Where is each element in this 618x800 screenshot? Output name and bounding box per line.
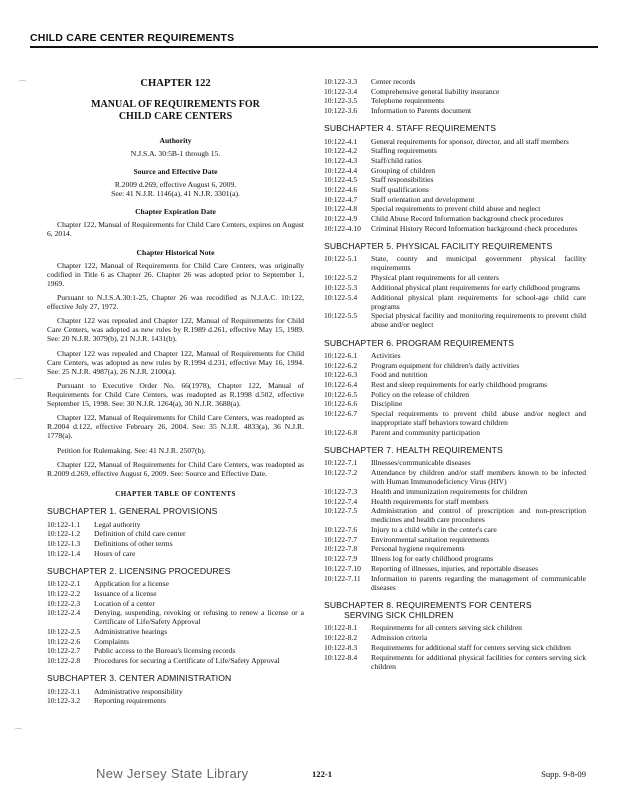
subchapter-title: SUBCHAPTER 5. PHYSICAL FACILITY REQUIREMENTS bbox=[324, 240, 553, 251]
section-title: Staff/child ratios bbox=[371, 155, 422, 165]
section-title: Requirements for all centers serving sick children bbox=[371, 623, 522, 633]
section-title: Administrative responsibility bbox=[94, 686, 183, 696]
toc-heading: CHAPTER TABLE OF CONTENTS bbox=[115, 489, 236, 498]
section-title: Health and immunization requirements for children bbox=[371, 486, 528, 496]
history-paragraph: Chapter 122, Manual of Requirements for Child Care Centers, was readopted as R.2009 d.269, effective August 6, 2009. See: Source and Effective Date. bbox=[47, 459, 304, 478]
section-title: Legal authority bbox=[94, 519, 141, 529]
history-paragraph: Chapter 122, Manual of Requirements for Child Care Centers, was readopted as R.2004 d.122, effective February 26, 2004. See: 35 N.J.R. 4833(a), 36 N.J.R. 1778(a). bbox=[47, 413, 304, 441]
toc-entry bbox=[324, 643, 586, 652]
section-title: State, county and municipal government physical facility requirements bbox=[371, 254, 586, 273]
section-number: 10:122-4.10 bbox=[324, 223, 361, 233]
toc-subchapter bbox=[47, 506, 304, 558]
section-title: Procedures for securing a Certificate of Life/Safety Approval bbox=[94, 656, 280, 666]
section-title: Policy on the release of children bbox=[371, 389, 470, 399]
section-title: Requirements for additional staff for centers serving sick children bbox=[371, 642, 571, 652]
toc-entry bbox=[324, 487, 586, 496]
toc-entry bbox=[324, 156, 586, 165]
section-title: Personal hygiene requirements bbox=[371, 544, 465, 554]
toc-entry bbox=[324, 428, 586, 437]
section-number: 10:122-6.1 bbox=[324, 350, 358, 360]
history-paragraph: Pursuant to Executive Order No. 66(1978), Chapter 122, Manual of Requirements for Child Care Centers, was readopted as R.1998 d.502, effective September 15, 1998. See: 30 N.J.R. 1264(a), 30 N.J.R. 3688(a). bbox=[47, 380, 304, 409]
toc-entry bbox=[324, 96, 586, 105]
toc-entry bbox=[324, 409, 586, 427]
section-number: 10:122-4.4 bbox=[324, 165, 358, 175]
section-number: 10:122-5.1 bbox=[324, 254, 358, 264]
section-title: Telephone requirements bbox=[371, 96, 445, 106]
source-heading: Source and Effective Date bbox=[133, 166, 218, 176]
section-number: 10:122-6.2 bbox=[324, 360, 358, 370]
section-number: 10:122-8.4 bbox=[324, 652, 358, 662]
section-number: 10:122-4.7 bbox=[324, 194, 358, 204]
history-paragraph: Chapter 122 was repealed and Chapter 122, Manual of Requirements for Child Care Centers, was adopted as new rules by R.1989 d.261, effective May 15, 1989. See: 20 N.J.R. 3079(b), 21 N.J.R. 1431(b). bbox=[47, 316, 304, 344]
section-title: Special requirements to prevent child abuse and neglect bbox=[371, 204, 541, 214]
section-number: 10:122-6.7 bbox=[324, 409, 358, 419]
toc-entry bbox=[324, 214, 586, 223]
section-number: 10:122-8.2 bbox=[324, 633, 358, 643]
toc-entry bbox=[324, 185, 586, 194]
toc-entry bbox=[47, 687, 304, 696]
chapter-title-line: CHILD CARE CENTERS bbox=[118, 111, 233, 123]
section-number: 10:122-2.8 bbox=[47, 656, 81, 666]
subchapter-title-line: SUBCHAPTER 8. REQUIREMENTS FOR CENTERS bbox=[324, 599, 532, 610]
header-rule bbox=[30, 46, 598, 48]
section-title: Hours of care bbox=[94, 548, 136, 558]
section-title: Physical plant requirements for all centers bbox=[371, 273, 499, 283]
section-title: Denying, suspending, revoking or refusing to renew a license or a Certificate of Life/Safety Approval bbox=[94, 608, 304, 627]
section-number: 10:122-7.3 bbox=[324, 486, 358, 496]
subchapter-title: SUBCHAPTER 2. LICENSING PROCEDURES bbox=[47, 565, 231, 576]
section-number: 10:122-7.11 bbox=[324, 573, 361, 583]
section-number: 10:122-2.6 bbox=[47, 636, 81, 646]
section-title: Food and nutrition bbox=[371, 370, 428, 380]
section-title: Child Abuse Record Information background check procedures bbox=[371, 214, 564, 224]
section-number: 10:122-4.6 bbox=[324, 185, 358, 195]
section-number: 10:122-1.4 bbox=[47, 548, 81, 558]
section-title: Location of a center bbox=[94, 598, 155, 608]
margin-mark: ⌒ bbox=[18, 80, 28, 90]
section-number: 10:122-4.1 bbox=[324, 136, 358, 146]
page-number: 122-1 bbox=[312, 769, 333, 779]
toc-entry bbox=[47, 608, 304, 626]
toc-entry bbox=[324, 224, 586, 233]
section-number: 10:122-3.2 bbox=[47, 696, 81, 706]
section-number: 10:122-4.2 bbox=[324, 146, 358, 156]
expiration-heading: Chapter Expiration Date bbox=[135, 207, 216, 217]
section-title: Parent and community participation bbox=[371, 427, 481, 437]
toc-entry bbox=[324, 254, 586, 272]
section-number: 10:122-2.1 bbox=[47, 579, 81, 589]
section-number: 10:122-5.4 bbox=[324, 292, 358, 302]
toc-entry bbox=[47, 627, 304, 636]
section-number: 10:122-7.8 bbox=[324, 544, 358, 554]
section-title: Staff qualifications bbox=[371, 185, 429, 195]
source-text: R.2009 d.269, effective August 6, 2009. bbox=[114, 180, 237, 190]
section-number: 10:122-4.3 bbox=[324, 155, 358, 165]
toc-entry bbox=[47, 646, 304, 655]
section-number: 10:122-5.5 bbox=[324, 311, 358, 321]
running-head: CHILD CARE CENTER REQUIREMENTS bbox=[30, 32, 235, 44]
section-number: 10:122-3.5 bbox=[324, 96, 358, 106]
toc-entry bbox=[47, 549, 304, 558]
section-title: Staff orientation and development bbox=[371, 194, 475, 204]
section-number: 10:122-4.5 bbox=[324, 175, 358, 185]
history-paragraph: Petition for Rulemaking. See: 41 N.J.R. 2507(b). bbox=[57, 445, 206, 455]
history-paragraph: Pursuant to N.J.S.A.30:1-25, Chapter 26 was recodified as N.J.A.C. 10:122, effective July 27, 1972. bbox=[47, 293, 304, 312]
section-number: 10:122-3.1 bbox=[47, 686, 81, 696]
expiration-text: Chapter 122, Manual of Requirements for Child Care Centers, expires on August 6, 2014. bbox=[47, 220, 304, 239]
toc-entry bbox=[324, 311, 586, 329]
section-number: 10:122-1.1 bbox=[47, 519, 81, 529]
section-number: 10:122-7.7 bbox=[324, 534, 358, 544]
toc-entry bbox=[324, 195, 586, 204]
toc-entry bbox=[324, 87, 586, 96]
authority-heading: Authority bbox=[159, 135, 192, 145]
section-number: 10:122-7.6 bbox=[324, 525, 358, 535]
section-title: Staffing requirements bbox=[371, 146, 437, 156]
toc-entry bbox=[324, 653, 586, 671]
section-title: Information to Parents document bbox=[371, 106, 472, 116]
section-number: 10:122-2.2 bbox=[47, 588, 81, 598]
toc-subchapter bbox=[324, 241, 586, 330]
section-number: 10:122-7.2 bbox=[324, 468, 358, 477]
section-title: Additional physical plant requirements for school-age child care programs bbox=[371, 292, 586, 311]
section-title: Reporting of illnesses, injuries, and reportable diseases bbox=[371, 563, 539, 573]
section-title: Illness log for early childhood programs bbox=[371, 554, 494, 564]
section-title: Activities bbox=[371, 350, 401, 360]
subchapter-title-line: SERVING SICK CHILDREN bbox=[344, 610, 454, 621]
section-number: 10:122-7.4 bbox=[324, 496, 358, 506]
section-title: Program equipment for children's daily activities bbox=[371, 360, 520, 370]
section-title: Comprehensive general liability insurance bbox=[371, 86, 500, 96]
toc-entry bbox=[47, 520, 304, 529]
source-text: See: 41 N.J.R. 1146(a), 41 N.J.R. 3301(a). bbox=[111, 189, 240, 199]
section-number: 10:122-2.3 bbox=[47, 598, 81, 608]
section-title: Definition of child care center bbox=[94, 529, 186, 539]
subchapter-title: SUBCHAPTER 4. STAFF REQUIREMENTS bbox=[324, 123, 497, 134]
section-number: 10:122-2.7 bbox=[47, 646, 81, 656]
section-title: Information to parents regarding the management of communicable diseases bbox=[371, 573, 586, 592]
margin-mark: ⌒ bbox=[14, 728, 24, 738]
section-number: 10:122-8.1 bbox=[324, 623, 358, 633]
section-number: 10:122-7.10 bbox=[324, 563, 361, 573]
chapter-title bbox=[47, 99, 304, 124]
section-number: 10:122-1.3 bbox=[47, 538, 81, 548]
toc-entry bbox=[324, 399, 586, 408]
section-title: Application for a license bbox=[94, 579, 169, 589]
toc-entry bbox=[324, 506, 586, 524]
section-title: Additional physical plant requirements for early childhood programs bbox=[371, 282, 580, 292]
section-title: Staff responsibilities bbox=[371, 175, 434, 185]
toc-subchapter bbox=[324, 338, 586, 437]
section-number: 10:122-7.1 bbox=[324, 458, 358, 468]
toc-entry bbox=[324, 468, 586, 486]
section-title: Center records bbox=[371, 77, 416, 86]
toc-entry bbox=[324, 554, 586, 563]
toc-entry bbox=[324, 146, 586, 155]
toc-entry bbox=[324, 137, 586, 146]
section-number: 10:122-2.5 bbox=[47, 627, 81, 637]
toc-entry bbox=[324, 106, 586, 115]
section-title: Complaints bbox=[94, 636, 130, 646]
toc-subchapter bbox=[47, 566, 304, 665]
section-title: Issuance of a license bbox=[94, 588, 157, 598]
toc-entry bbox=[47, 599, 304, 608]
toc-entry bbox=[47, 656, 304, 665]
section-number: 10:122-5.3 bbox=[324, 282, 358, 292]
section-title: Grouping of children bbox=[371, 165, 436, 175]
section-number: 10:122-2.4 bbox=[47, 608, 81, 618]
section-number: 10:122-6.3 bbox=[324, 370, 358, 380]
section-title: Public access to the Bureau's licensing records bbox=[94, 646, 236, 656]
toc-entry bbox=[324, 574, 586, 592]
section-title: Administration and control of prescription and non-prescription medicines and health care procedures bbox=[371, 506, 586, 525]
section-title: Health requirements for staff members bbox=[371, 496, 489, 506]
section-number: 10:122-4.9 bbox=[324, 214, 358, 224]
section-title: Rest and sleep requirements for early childhood programs bbox=[371, 379, 548, 389]
section-number: 10:122-3.4 bbox=[324, 86, 358, 96]
toc-entry bbox=[47, 529, 304, 538]
toc-entry bbox=[47, 579, 304, 588]
section-number: 10:122-8.3 bbox=[324, 642, 358, 652]
chapter-number: CHAPTER 122 bbox=[140, 78, 211, 89]
section-title: Requirements for additional physical facilities for centers serving sick children bbox=[371, 652, 586, 671]
section-title: Special physical facility and monitoring requirements to prevent child abuse and/or neglect bbox=[371, 311, 586, 330]
toc-entry bbox=[47, 696, 304, 705]
toc-entry bbox=[324, 293, 586, 311]
section-number: 10:122-7.5 bbox=[324, 506, 358, 516]
section-title: Definitions of other terms bbox=[94, 538, 173, 548]
section-title: Environmental sanitation requirements bbox=[371, 534, 490, 544]
toc-entry bbox=[324, 175, 586, 184]
section-title: Administrative hearings bbox=[94, 627, 168, 637]
section-title: Illnesses/communicable diseases bbox=[371, 458, 471, 468]
toc-entry bbox=[324, 544, 586, 553]
section-number: 10:122-6.5 bbox=[324, 389, 358, 399]
section-number: 10:122-6.4 bbox=[324, 379, 358, 389]
section-number: 10:122-7.9 bbox=[324, 554, 358, 564]
section-number: 10:122-6.8 bbox=[324, 427, 358, 437]
subchapter-title: SUBCHAPTER 1. GENERAL PROVISIONS bbox=[47, 506, 218, 517]
section-title: Admission criteria bbox=[371, 633, 428, 643]
toc-subchapter bbox=[324, 123, 586, 233]
history-heading: Chapter Historical Note bbox=[136, 247, 215, 257]
section-title: Special requirements to prevent child abuse and/or neglect and inappropriate staff behaviors toward children bbox=[371, 409, 586, 428]
library-watermark: New Jersey State Library bbox=[96, 766, 249, 781]
toc-entry bbox=[324, 535, 586, 544]
toc-entry bbox=[324, 497, 586, 506]
toc-entry bbox=[324, 380, 586, 389]
toc-entry bbox=[324, 166, 586, 175]
section-title: Reporting requirements bbox=[94, 696, 166, 706]
margin-mark: ⌒ bbox=[14, 378, 24, 388]
section-title: Attendance by children and/or staff members known to be infected with Human Immunodeficiency Virus (HIV) bbox=[371, 468, 586, 487]
section-title: Discipline bbox=[371, 399, 403, 409]
left-column bbox=[47, 78, 304, 706]
toc-entry bbox=[47, 589, 304, 598]
toc-entry bbox=[324, 633, 586, 642]
history-paragraph: Chapter 122 was repealed and Chapter 122, Manual of Requirements for Child Care Centers, was adopted as new rules by R.1994 d.231, effective May 16, 1994. See: 25 N.J.R. 4987(a), 26 N.J.R. 2100(a). bbox=[47, 348, 304, 376]
section-number: 10:122-3.3 bbox=[324, 77, 358, 86]
toc-entry bbox=[324, 390, 586, 399]
supplement-date: Supp. 9-8-09 bbox=[541, 769, 586, 779]
chapter-title-line: MANUAL OF REQUIREMENTS FOR bbox=[91, 98, 260, 110]
section-number: 10:122-3.6 bbox=[324, 106, 358, 116]
section-title: Injury to a child while in the center's care bbox=[371, 525, 497, 535]
toc-entry bbox=[324, 273, 586, 282]
toc-entry bbox=[324, 564, 586, 573]
toc-entry bbox=[324, 283, 586, 292]
toc-entry bbox=[324, 361, 586, 370]
toc-entry bbox=[324, 77, 586, 86]
section-title: Criminal History Record Information background check procedures bbox=[371, 223, 578, 233]
right-column bbox=[324, 77, 586, 671]
section-number: 10:122-5.2 bbox=[324, 273, 358, 283]
toc-entry bbox=[324, 525, 586, 534]
toc-entry bbox=[324, 370, 586, 379]
toc-entry bbox=[324, 458, 586, 467]
history-paragraph: Chapter 122, Manual of Requirements for Child Care Centers, was originally codified in Title 6 as Chapter 26. Chapter 26 was adopted prior to September 1, 1969. bbox=[47, 260, 304, 288]
toc-subchapter bbox=[324, 445, 586, 592]
subchapter-title: SUBCHAPTER 3. CENTER ADMINISTRATION bbox=[47, 673, 232, 684]
section-number: 10:122-6.6 bbox=[324, 399, 358, 409]
toc-entry bbox=[324, 351, 586, 360]
toc-entry bbox=[324, 623, 586, 632]
section-number: 10:122-1.2 bbox=[47, 529, 81, 539]
toc-entry bbox=[47, 539, 304, 548]
toc-entry bbox=[47, 637, 304, 646]
toc-subchapter bbox=[47, 673, 304, 705]
authority-text: N.J.S.A. 30:5B-1 through 15. bbox=[130, 148, 221, 158]
section-number: 10:122-4.8 bbox=[324, 204, 358, 214]
subchapter-title: SUBCHAPTER 6. PROGRAM REQUIREMENTS bbox=[324, 337, 515, 348]
subchapter-title: SUBCHAPTER 7. HEALTH REQUIREMENTS bbox=[324, 444, 503, 455]
page-footer bbox=[30, 766, 598, 786]
section-title: General requirements for sponsor, director, and all staff members bbox=[371, 136, 569, 146]
subchapter-title bbox=[324, 600, 586, 621]
toc-subchapter bbox=[324, 600, 586, 671]
toc-entry bbox=[324, 204, 586, 213]
